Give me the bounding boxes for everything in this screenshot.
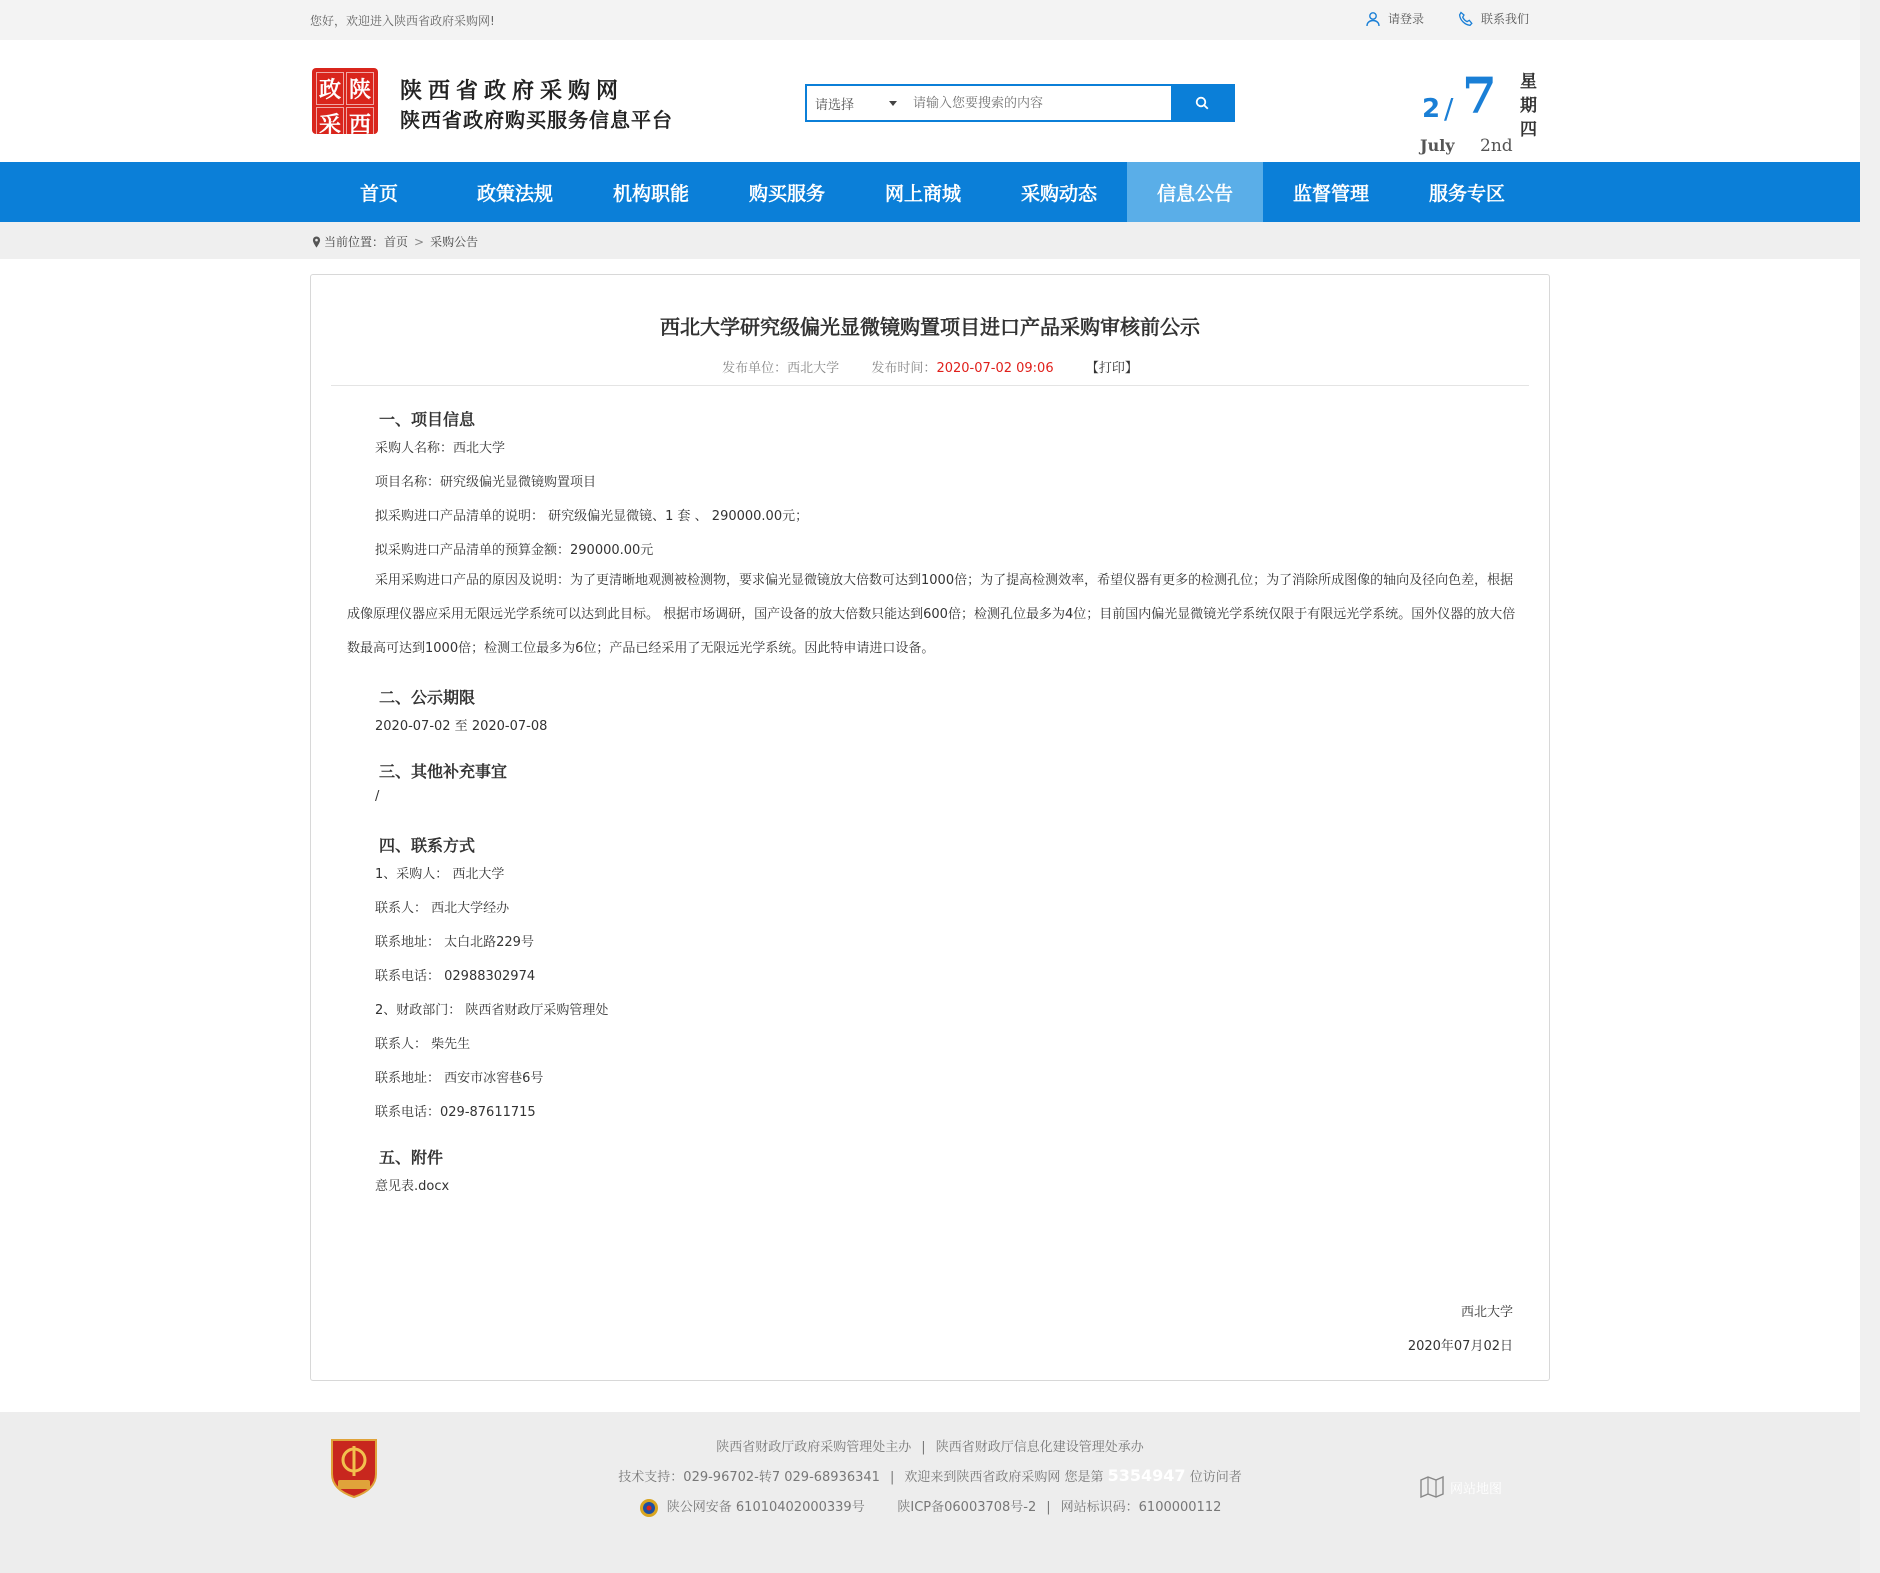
breadcrumb <box>312 233 478 250</box>
caret-down-icon <box>889 101 897 106</box>
seal-char: 政 <box>316 72 344 105</box>
info-line: 2020-07-02 至 2020-07-08 <box>375 719 548 734</box>
police-badge-icon <box>639 1498 659 1518</box>
search-button[interactable] <box>1171 86 1233 120</box>
nav-item-purchase-service[interactable]: 购买服务 <box>748 182 825 205</box>
footer-line-2: 技术支持：029-96702-转7 029-68936341 | 欢迎来到陕西省政府采购网 您是第 5354947 位访问者 <box>618 1466 1242 1485</box>
top-bar <box>0 0 1860 40</box>
contact-line: 联系电话：029-87611715 <box>375 1105 536 1120</box>
footer-line-1: 陕西省财政厅政府采购管理处主办 | 陕西省财政厅信息化建设管理处承办 <box>716 1440 1144 1455</box>
breadcrumb-current[interactable]: 采购公告 <box>430 235 479 249</box>
nav-item-home[interactable]: 首页 <box>359 182 398 205</box>
search-icon <box>1195 96 1209 110</box>
info-line: 拟采购进口产品清单的预算金额：290000.00元 <box>375 543 654 558</box>
scrollbar-track[interactable] <box>1860 0 1880 1573</box>
search-box <box>805 84 1235 122</box>
footer-visitor-text: 欢迎来到陕西省政府采购网 您是第 <box>904 1470 1104 1485</box>
seal-char: 陕 <box>346 72 374 105</box>
site-header <box>0 40 1860 162</box>
reason-paragraph: 采用采购进口产品的原因及说明：为了更清晰地观测被检测物，要求偏光显微镜放大倍数可达到1000倍；为了提高检测效率，希望仪器有更多的检测孔位；为了消除所成图像的轴向及径向色差，根据成像原理仪器应采用无限远光学系统可以达到此目标。 根据市场调研，国产设备的放大倍数只能达到600倍；检测孔位最多为4位；目前国内偏光显微镜光学系统仅限于有限远光学系统。国外仪器的放大倍数最高可达到1000倍；检测工位最多为6位；产品已经采用了无限远光学系统。因此特申请进口设备。 <box>347 573 1516 656</box>
contact-line: 联系人： 西北大学经办 <box>375 901 510 916</box>
info-line: 采购人名称：西北大学 <box>375 441 506 456</box>
date-slash: / <box>1444 92 1454 125</box>
print-link[interactable]: 【打印】 <box>1085 361 1138 376</box>
weekday-char: 四 <box>1520 120 1537 140</box>
publisher-value: 西北大学 <box>787 361 840 376</box>
breadcrumb-separator: > <box>414 234 425 249</box>
map-icon <box>1420 1476 1444 1498</box>
nav-item-supervision[interactable]: 监督管理 <box>1292 182 1369 205</box>
contact-line: 联系人： 柴先生 <box>375 1037 471 1052</box>
login-link[interactable] <box>1365 10 1424 27</box>
nav-item-policy[interactable]: 政策法规 <box>476 182 553 205</box>
contact-link[interactable] <box>1458 10 1529 27</box>
info-line: / <box>375 789 380 804</box>
date-weekday <box>1520 70 1540 142</box>
main-nav <box>0 162 1860 222</box>
publish-time-label: 发布时间： <box>871 361 937 376</box>
breadcrumb-bar <box>0 222 1860 259</box>
article-meta <box>311 357 1549 376</box>
section-heading: 三、其他补充事宜 <box>379 762 508 781</box>
site-logo-seal[interactable] <box>312 68 378 138</box>
weekday-char: 期 <box>1520 96 1537 116</box>
publisher-label: 发布单位： <box>722 361 788 376</box>
date-day-en: 2nd <box>1480 136 1513 156</box>
breadcrumb-home-link[interactable]: 首页 <box>384 235 409 249</box>
contact-line: 联系地址： 西安市冰窖巷6号 <box>375 1071 544 1086</box>
top-links <box>1365 10 1563 27</box>
site-title: 陕西省政府采购网 <box>400 78 625 104</box>
footer-site-id: 网站标识码：6100000112 <box>1060 1500 1222 1515</box>
footer-icp[interactable]: 陕ICP备06003708号-2 <box>897 1500 1037 1515</box>
title-divider <box>331 385 1529 386</box>
contact-line: 2、财政部门： 陕西省财政厅采购管理处 <box>375 1003 609 1018</box>
footer-line-3: 陕公网安备 61010402000339号 陕ICP备06003708号-2 | 网站标识码：6100000112 <box>0 1496 1860 1518</box>
date-month-en: July <box>1420 136 1455 155</box>
footer-tech-support: 技术支持：029-96702-转7 029-68936341 <box>618 1470 880 1485</box>
article-title: 西北大学研究级偏光显微镜购置项目进口产品采购审核前公示 <box>660 315 1200 339</box>
nav-item-online-mall[interactable]: 网上商城 <box>884 182 961 205</box>
phone-icon <box>1458 11 1474 27</box>
contact-line: 1、采购人： 西北大学 <box>375 867 505 882</box>
contact-line: 联系电话： 02988302974 <box>375 969 536 984</box>
search-category-value: 请选择 <box>815 97 855 113</box>
footer-visitor-suffix: 位访问者 <box>1189 1470 1242 1485</box>
nav-item-service-zone[interactable]: 服务专区 <box>1428 182 1505 205</box>
site-subtitle: 陕西省政府购买服务信息平台 <box>400 108 673 132</box>
date-day-number: 7 <box>1462 66 1497 125</box>
footer-police-record[interactable]: 陕公网安备 61010402000339号 <box>666 1500 865 1515</box>
site-footer <box>0 1412 1860 1573</box>
welcome-text: 您好，欢迎进入陕西省政府采购网! <box>310 14 495 28</box>
search-input[interactable] <box>905 86 1171 120</box>
publish-time-value: 2020-07-02 09:06 <box>936 361 1054 376</box>
seal-char: 采 <box>316 107 344 140</box>
section-heading: 一、项目信息 <box>379 410 476 429</box>
footer-host: 陕西省财政厅政府采购管理处主办 <box>716 1440 912 1455</box>
nav-item-institution[interactable]: 机构职能 <box>612 182 689 205</box>
login-label: 请登录 <box>1388 12 1425 26</box>
article-card <box>310 274 1550 1381</box>
section-heading: 二、公示期限 <box>379 688 476 707</box>
signature-date: 2020年07月02日 <box>1407 1339 1513 1354</box>
location-pin-icon <box>312 236 321 248</box>
nav-item-announcements[interactable]: 信息公告 <box>1127 162 1263 222</box>
sitemap-label: 网站地图 <box>1450 1481 1503 1497</box>
sitemap-link[interactable] <box>1420 1476 1502 1498</box>
date-widget <box>1418 64 1538 154</box>
info-line: 拟采购进口产品清单的说明： 研究级偏光显微镜、1 套 、 290000.00元； <box>375 509 809 524</box>
breadcrumb-prefix: 当前位置： <box>324 235 385 249</box>
visitor-counter: 5354947 <box>1107 1466 1186 1485</box>
weekday-char: 星 <box>1520 72 1537 92</box>
info-line: 项目名称：研究级偏光显微镜购置项目 <box>375 475 597 490</box>
attachment-link[interactable]: 意见表.docx <box>375 1179 450 1194</box>
search-category-select[interactable] <box>807 86 905 120</box>
contact-label: 联系我们 <box>1481 12 1530 26</box>
section-heading: 五、附件 <box>379 1148 444 1167</box>
date-month-number: 2 <box>1422 94 1441 124</box>
signature-org: 西北大学 <box>1460 1305 1513 1320</box>
nav-item-procurement-news[interactable]: 采购动态 <box>1020 182 1097 205</box>
contact-line: 联系地址： 太白北路229号 <box>375 935 534 950</box>
user-icon <box>1365 11 1381 27</box>
seal-char: 西 <box>346 107 374 140</box>
section-heading: 四、联系方式 <box>379 836 476 855</box>
footer-organizer: 陕西省财政厅信息化建设管理处承办 <box>935 1440 1144 1455</box>
